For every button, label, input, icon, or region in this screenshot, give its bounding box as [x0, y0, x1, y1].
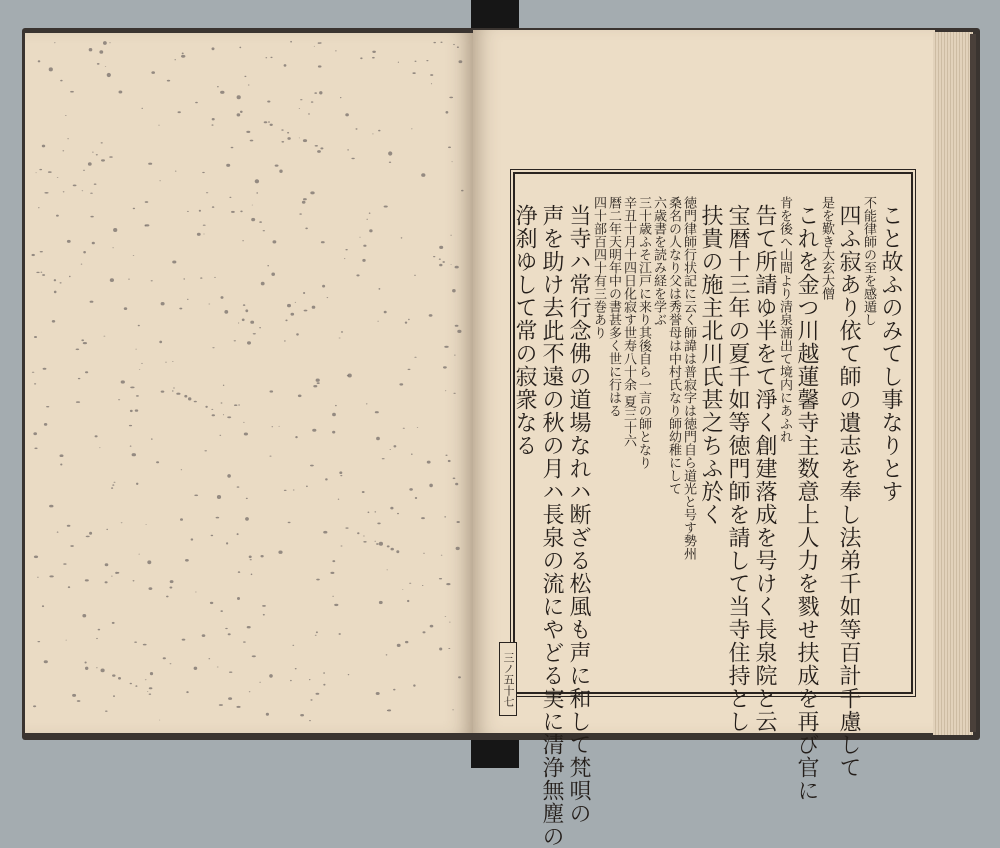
text-column: 辛丑十月十四日化寂す世寿八十余 夏三十六 [621, 196, 636, 448]
text-column: 浄刹ゆして常の寂衆なる [512, 204, 537, 457]
left-page [25, 33, 473, 733]
text-column: 徳門律師行状記に云く師諱は普寂字は徳門自ら道光と号す勢州 [681, 196, 696, 560]
text-column: 不能律師の至を感遁し [861, 196, 876, 326]
back-cover-edge [970, 34, 976, 732]
text-column: 是を歎き大玄大僧 [819, 196, 834, 300]
text-column: 扶貴の施主北川氏甚之ちふ於く [698, 204, 723, 526]
text-column: 暦二年天明年中の書甚多く世に行はる [606, 196, 621, 417]
text-column: 声を助け去此不遠の秋の月ハ長泉の流にやどる実に清浄無塵の [539, 204, 564, 848]
right-page [473, 30, 935, 848]
text-frame [512, 172, 913, 848]
text-column: 当寺ハ常行念佛の道場なれハ断ざる松風も声に和して梵唄の [566, 204, 591, 825]
text-column: 桑名の人なり父は秀誉母は中村氏なり師幼稚にして [666, 196, 681, 495]
text-column: 四十部百四十有三巻あり [591, 196, 606, 339]
text-column: これを金つ川越蓮馨寺主数意上人力を戮せ扶成を再び官に [794, 204, 819, 802]
text-column: 三十歳ふそ江戸に来り其後自ら一言の師となり [636, 196, 651, 469]
paper-specks [25, 33, 473, 733]
text-column: 四ふ寂あり依て師の遺志を奉し法弟千如等百計千慮して [836, 204, 861, 779]
text-column: 告て所請ゆ半をて淨く創建落成を号けく長泉院と云 [752, 204, 777, 733]
page-edges [933, 32, 973, 735]
text-column: 肯を後へ山間より清泉涌出て境内にあふれ [777, 196, 792, 443]
text-column: 宝暦十三年の夏千如等徳門師を請して当寺住持とし [725, 204, 750, 733]
folio-number: 三ノ五十七 [499, 642, 517, 716]
text-column: 六歳書を読み経を学ぶ [651, 196, 666, 326]
text-column: こと故ふのみてし事なりとす [878, 204, 903, 503]
